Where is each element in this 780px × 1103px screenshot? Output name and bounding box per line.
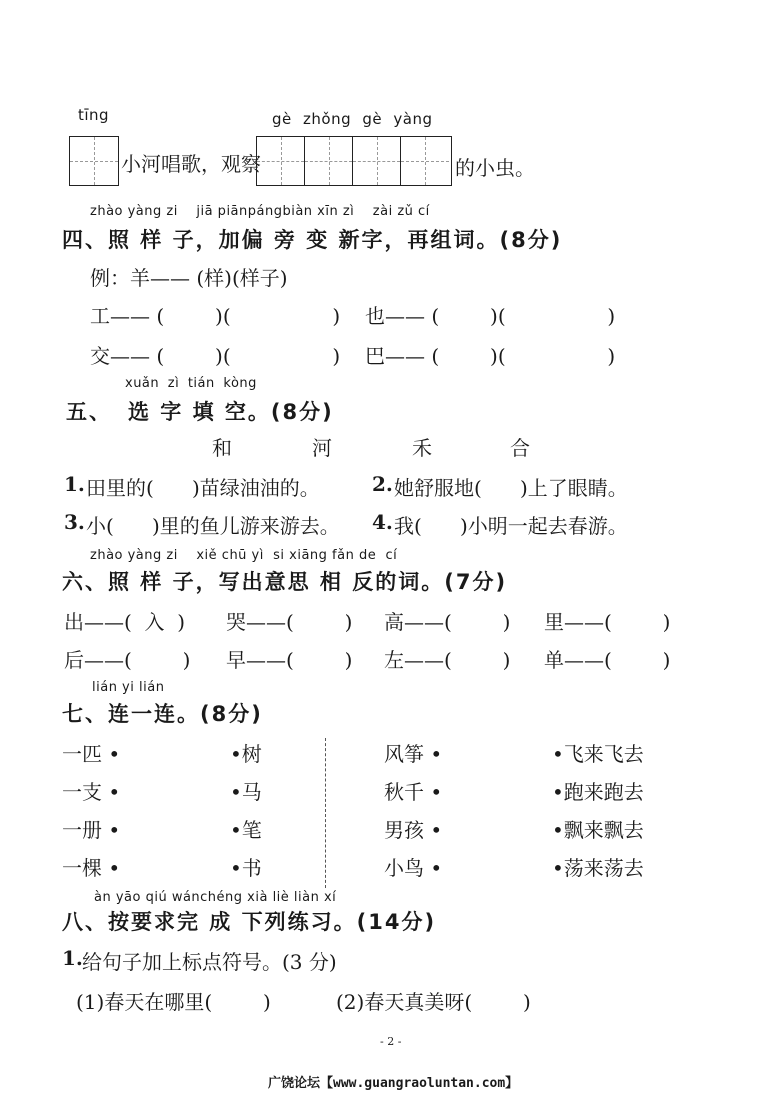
match-left-b[interactable]: 男孩 • bbox=[384, 818, 443, 842]
match-right-a[interactable]: •马 bbox=[230, 780, 262, 804]
sec4-row2-right[interactable]: 巴—— ( )( ) bbox=[365, 344, 616, 368]
match-left-a[interactable]: 一匹 • bbox=[62, 742, 121, 766]
match-left-a[interactable]: 一支 • bbox=[62, 780, 121, 804]
opposite-item[interactable]: 高——( ) bbox=[384, 610, 511, 634]
sec4-row2-left[interactable]: 交—— ( )( ) bbox=[90, 344, 341, 368]
match-right-b[interactable]: •飞来飞去 bbox=[552, 742, 644, 766]
match-right-b[interactable]: •跑来跑去 bbox=[552, 780, 644, 804]
sec6-pinyin: zhào yàng zi xiě chū yì si xiāng fǎn de cí bbox=[90, 548, 398, 563]
opposite-item[interactable]: 早——( ) bbox=[226, 648, 353, 672]
line1-text: 小河唱歌，观察 bbox=[121, 152, 261, 176]
sec8-title: 八、按要求完 成 下列练习。(14分) bbox=[62, 910, 437, 934]
choice-char: 河 bbox=[312, 436, 332, 460]
sec8-q1-num: 1. bbox=[62, 946, 83, 970]
opposite-item[interactable]: 左——( ) bbox=[384, 648, 511, 672]
match-word: 一匹 bbox=[62, 742, 102, 766]
match-word: 飞来飞去 bbox=[563, 742, 644, 766]
sec7-pinyin: lián yi lián bbox=[92, 680, 165, 695]
sec4-row1-right[interactable]: 也—— ( )( ) bbox=[365, 304, 616, 328]
match-word: 秋千 bbox=[384, 780, 424, 804]
sec4-example: 例：羊—— (样)(样子) bbox=[90, 266, 288, 290]
match-word: 书 bbox=[241, 856, 262, 880]
sec6-title: 六、照 样 子，写出意思 相 反的词。(7分) bbox=[62, 570, 508, 594]
sec5-item1[interactable]: 田里的( )苗绿油油的。 bbox=[86, 476, 320, 500]
opposite-item[interactable]: 单——( ) bbox=[544, 648, 671, 672]
match-word: 跑来跑去 bbox=[563, 780, 644, 804]
page-number: - 2 - bbox=[380, 1035, 402, 1048]
match-word: 一册 bbox=[62, 818, 102, 842]
sec8-q1b[interactable]: (2)春天真美呀( ) bbox=[336, 990, 531, 1014]
match-word: 男孩 bbox=[384, 818, 424, 842]
writing-grid-4[interactable] bbox=[256, 136, 452, 186]
opposite-item[interactable]: 后——( ) bbox=[64, 648, 191, 672]
match-word: 荡来荡去 bbox=[563, 856, 644, 880]
divider bbox=[325, 738, 326, 888]
choice-char: 合 bbox=[510, 436, 530, 460]
match-word: 马 bbox=[241, 780, 262, 804]
sec4-row1-left[interactable]: 工—— ( )( ) bbox=[90, 304, 341, 328]
grid-cell[interactable] bbox=[353, 137, 401, 185]
choice-char: 禾 bbox=[412, 436, 432, 460]
match-left-a[interactable]: 一册 • bbox=[62, 818, 121, 842]
match-right-a[interactable]: •笔 bbox=[230, 818, 262, 842]
pinyin-ting: tīng bbox=[78, 106, 110, 124]
sec5-item2-num: 2. bbox=[372, 472, 393, 496]
match-word: 笔 bbox=[241, 818, 262, 842]
sec5-item4[interactable]: 我( )小明一起去春游。 bbox=[394, 514, 628, 538]
sec5-item3[interactable]: 小( )里的鱼儿游来游去。 bbox=[86, 514, 340, 538]
match-right-b[interactable]: •飘来飘去 bbox=[552, 818, 644, 842]
match-left-b[interactable]: 风筝 • bbox=[384, 742, 443, 766]
sec5-title-num: 五、 bbox=[66, 400, 112, 424]
match-word: 风筝 bbox=[384, 742, 424, 766]
sec5-item3-num: 3. bbox=[64, 510, 85, 534]
line1-end-text: 的小虫。 bbox=[455, 156, 535, 180]
footer-site: 广饶论坛【www.guangraoluntan.com】 bbox=[268, 1076, 519, 1091]
grid-cell[interactable] bbox=[70, 137, 118, 185]
opposite-item[interactable]: 哭——( ) bbox=[226, 610, 353, 634]
sec8-q1a[interactable]: (1)春天在哪里( ) bbox=[76, 990, 271, 1014]
pinyin-gezhonggeyang: gè zhǒng gè yàng bbox=[272, 110, 433, 128]
grid-cell[interactable] bbox=[401, 137, 449, 185]
sec8-pinyin: àn yāo qiú wánchéng xià liè liàn xí bbox=[94, 890, 337, 905]
sec7-title: 七、连一连。(8分) bbox=[62, 702, 263, 726]
sec5-title: 选 字 填 空。(8分) bbox=[128, 400, 334, 424]
sec4-title: 四、照 样 子，加偏 旁 变 新字，再组词。(8分) bbox=[62, 228, 563, 252]
sec4-pinyin: zhào yàng zi jiā piānpángbiàn xīn zì zài zǔ cí bbox=[90, 204, 430, 219]
match-left-a[interactable]: 一棵 • bbox=[62, 856, 121, 880]
match-word: 树 bbox=[241, 742, 262, 766]
sec5-item1-num: 1. bbox=[64, 472, 85, 496]
match-word: 一支 bbox=[62, 780, 102, 804]
match-right-b[interactable]: •荡来荡去 bbox=[552, 856, 644, 880]
match-word: 一棵 bbox=[62, 856, 102, 880]
writing-grid-1[interactable] bbox=[69, 136, 119, 186]
grid-cell[interactable] bbox=[257, 137, 305, 185]
match-left-b[interactable]: 小鸟 • bbox=[384, 856, 443, 880]
match-left-b[interactable]: 秋千 • bbox=[384, 780, 443, 804]
sec5-item4-num: 4. bbox=[372, 510, 393, 534]
match-word: 小鸟 bbox=[384, 856, 424, 880]
match-word: 飘来飘去 bbox=[563, 818, 644, 842]
sec5-item2[interactable]: 她舒服地( )上了眼睛。 bbox=[394, 476, 628, 500]
opposite-item[interactable]: 出——( 入 ) bbox=[64, 610, 186, 634]
match-right-a[interactable]: •书 bbox=[230, 856, 262, 880]
choice-char: 和 bbox=[212, 436, 232, 460]
grid-cell[interactable] bbox=[305, 137, 353, 185]
sec5-pinyin: xuǎn zì tián kòng bbox=[125, 376, 257, 391]
sec8-q1: 给句子加上标点符号。(3 分) bbox=[82, 950, 337, 974]
opposite-item[interactable]: 里——( ) bbox=[544, 610, 671, 634]
match-right-a[interactable]: •树 bbox=[230, 742, 262, 766]
